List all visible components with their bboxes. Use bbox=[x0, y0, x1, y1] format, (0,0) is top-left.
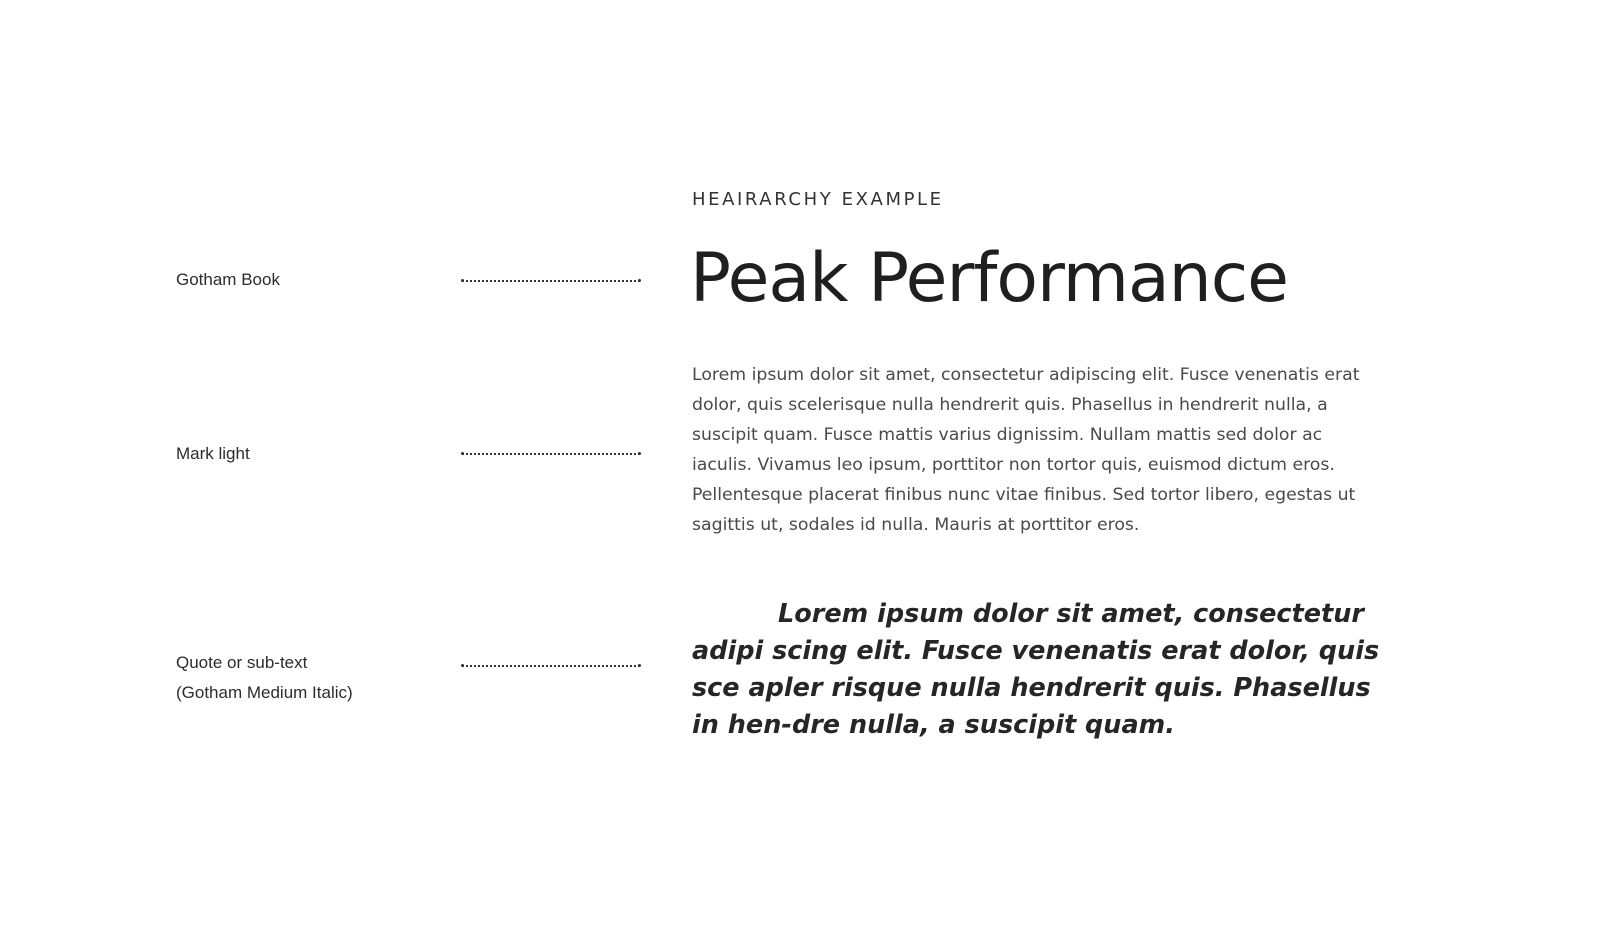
leader-line-mark-light bbox=[462, 453, 640, 455]
label-gotham-book bbox=[176, 265, 280, 295]
body-paragraph: Lorem ipsum dolor sit amet, consectetur adipiscing elit. Fusce venenatis erat dolor, quis scelerisque nulla hendrerit quis. Phasellus in hendrerit nulla, a suscipit quam. Fusce mattis varius dignissim. Nullam mattis sed dolor ac iaculis. Vivamus leo ipsum, porttitor non tortor quis, euismod dictum eros. Pellentesque placerat finibus nunc vitae finibus. Sed tortor libero, egestas ut sagittis ut, sodales id nulla. Mauris at porttitor eros. bbox=[692, 365, 1360, 535]
quote-text: Lorem ipsum dolor sit amet, consectetur adipi scing elit. Fusce venenatis erat dolor, quis sce apler risque nulla hendrerit quis. Phasellus in hen-dre nulla, a suscipit quam. bbox=[692, 599, 1380, 740]
label-mark-light bbox=[176, 439, 250, 469]
label-line: Gotham Book bbox=[176, 270, 280, 289]
label-line: (Gotham Medium Italic) bbox=[176, 683, 353, 702]
leader-line-quote bbox=[462, 665, 640, 667]
label-line: Mark light bbox=[176, 444, 250, 463]
headline: Peak Performance bbox=[690, 239, 1288, 318]
label-line: Quote or sub-text bbox=[176, 653, 308, 672]
section-eyebrow: HEAIRARCHY EXAMPLE bbox=[692, 189, 944, 210]
leader-line-gotham-book bbox=[462, 280, 640, 282]
label-quote-sub-text bbox=[176, 648, 353, 708]
